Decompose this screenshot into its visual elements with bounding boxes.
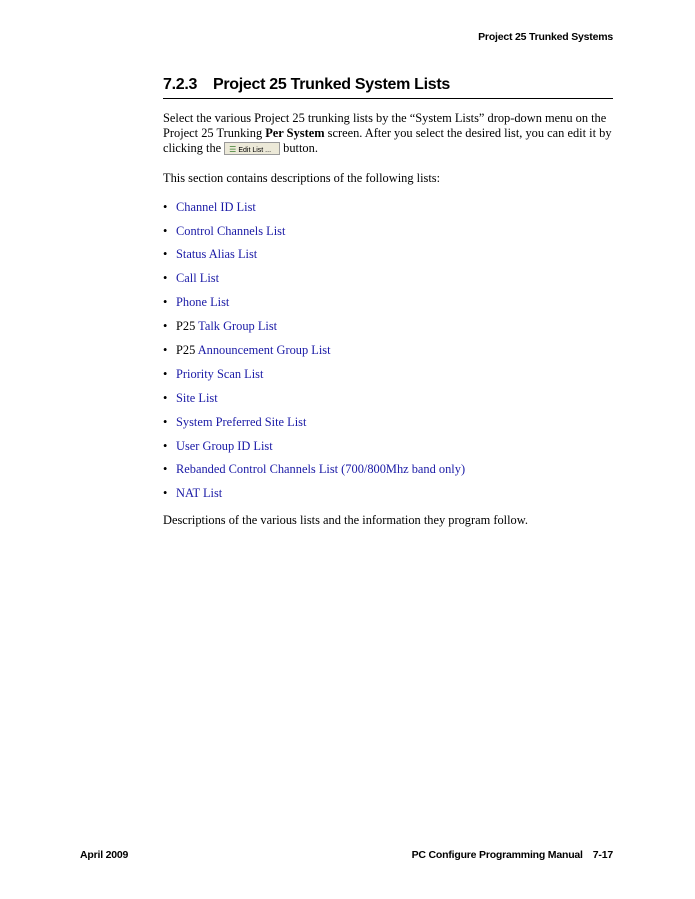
list-link-call[interactable]: Call List [176, 271, 220, 286]
edit-list-button-label: Edit List ... [238, 146, 272, 154]
list-item [163, 343, 615, 367]
list-item [163, 391, 615, 415]
list-link-phone[interactable]: Phone List [176, 295, 230, 310]
list-item [163, 319, 615, 343]
footer-date: April 2009 [80, 849, 129, 861]
list-link-rebanded-control-channels[interactable]: Rebanded Control Channels List (700/800Mhz band only) [176, 462, 466, 477]
bullet: • [163, 199, 168, 214]
intro-paragraph [163, 111, 615, 157]
list-link-announcement-group[interactable]: Announcement Group List [197, 343, 331, 357]
bullet: • [163, 271, 168, 286]
page-number: 7-17 [592, 849, 613, 861]
bullet: • [163, 438, 168, 453]
list-item [163, 462, 615, 486]
list-link-channel-id[interactable]: Channel ID List [176, 199, 256, 214]
section-content [163, 111, 615, 528]
list-item-prefix: P25 [176, 319, 199, 334]
list-link-site[interactable]: Site List [176, 390, 218, 405]
list-link-user-group-id[interactable]: User Group ID List [176, 438, 273, 453]
closing-paragraph: Descriptions of the various lists and the information they program follow. [163, 513, 528, 528]
bullet: • [163, 295, 168, 310]
edit-icon: ☰ [229, 144, 237, 154]
section-number: 7.2.3 [163, 76, 198, 93]
bullet: • [163, 414, 168, 429]
footer-right [412, 849, 613, 861]
bullet: • [163, 462, 168, 477]
intro-text-3: button. [283, 141, 318, 155]
bullet: • [163, 390, 168, 405]
section-heading [163, 76, 613, 99]
list-link-priority-scan[interactable]: Priority Scan List [176, 366, 264, 381]
bullet: • [163, 223, 168, 238]
list-item-prefix: P25 [176, 343, 198, 357]
list-item [163, 247, 615, 271]
list-link-talk-group[interactable]: Talk Group List [198, 319, 278, 334]
list-intro: This section contains descriptions of the following lists: [163, 170, 441, 185]
list-item [163, 200, 615, 224]
list-item [163, 415, 615, 439]
list-link-nat[interactable]: NAT List [176, 486, 223, 501]
list-item [163, 224, 615, 248]
bullet: • [163, 319, 168, 334]
intro-text-1: Select the various Project 25 trunking lists by the “System Lists” drop-down menu on the Project 25 Trunking [163, 111, 607, 140]
section-title: Project 25 Trunked System Lists [213, 76, 451, 93]
footer-manual-title: PC Configure Programming Manual [411, 849, 583, 861]
edit-list-button[interactable] [224, 142, 280, 155]
bullet: • [163, 343, 168, 357]
list-item [163, 367, 615, 391]
system-lists [163, 200, 615, 511]
list-item [163, 439, 615, 463]
list-link-status-alias[interactable]: Status Alias List [176, 247, 258, 262]
intro-bold-text: Per System [265, 126, 325, 140]
bullet: • [163, 366, 168, 381]
bullet: • [163, 486, 168, 501]
list-link-control-channels[interactable]: Control Channels List [176, 223, 286, 238]
list-link-system-preferred-site[interactable]: System Preferred Site List [176, 414, 307, 429]
list-item [163, 486, 615, 510]
running-header: Project 25 Trunked Systems [478, 31, 613, 43]
list-item [163, 295, 615, 319]
intro-text-2: screen. After you select the desired list, you can edit it by clicking the [163, 126, 612, 155]
bullet: • [163, 247, 168, 262]
list-item [163, 271, 615, 295]
